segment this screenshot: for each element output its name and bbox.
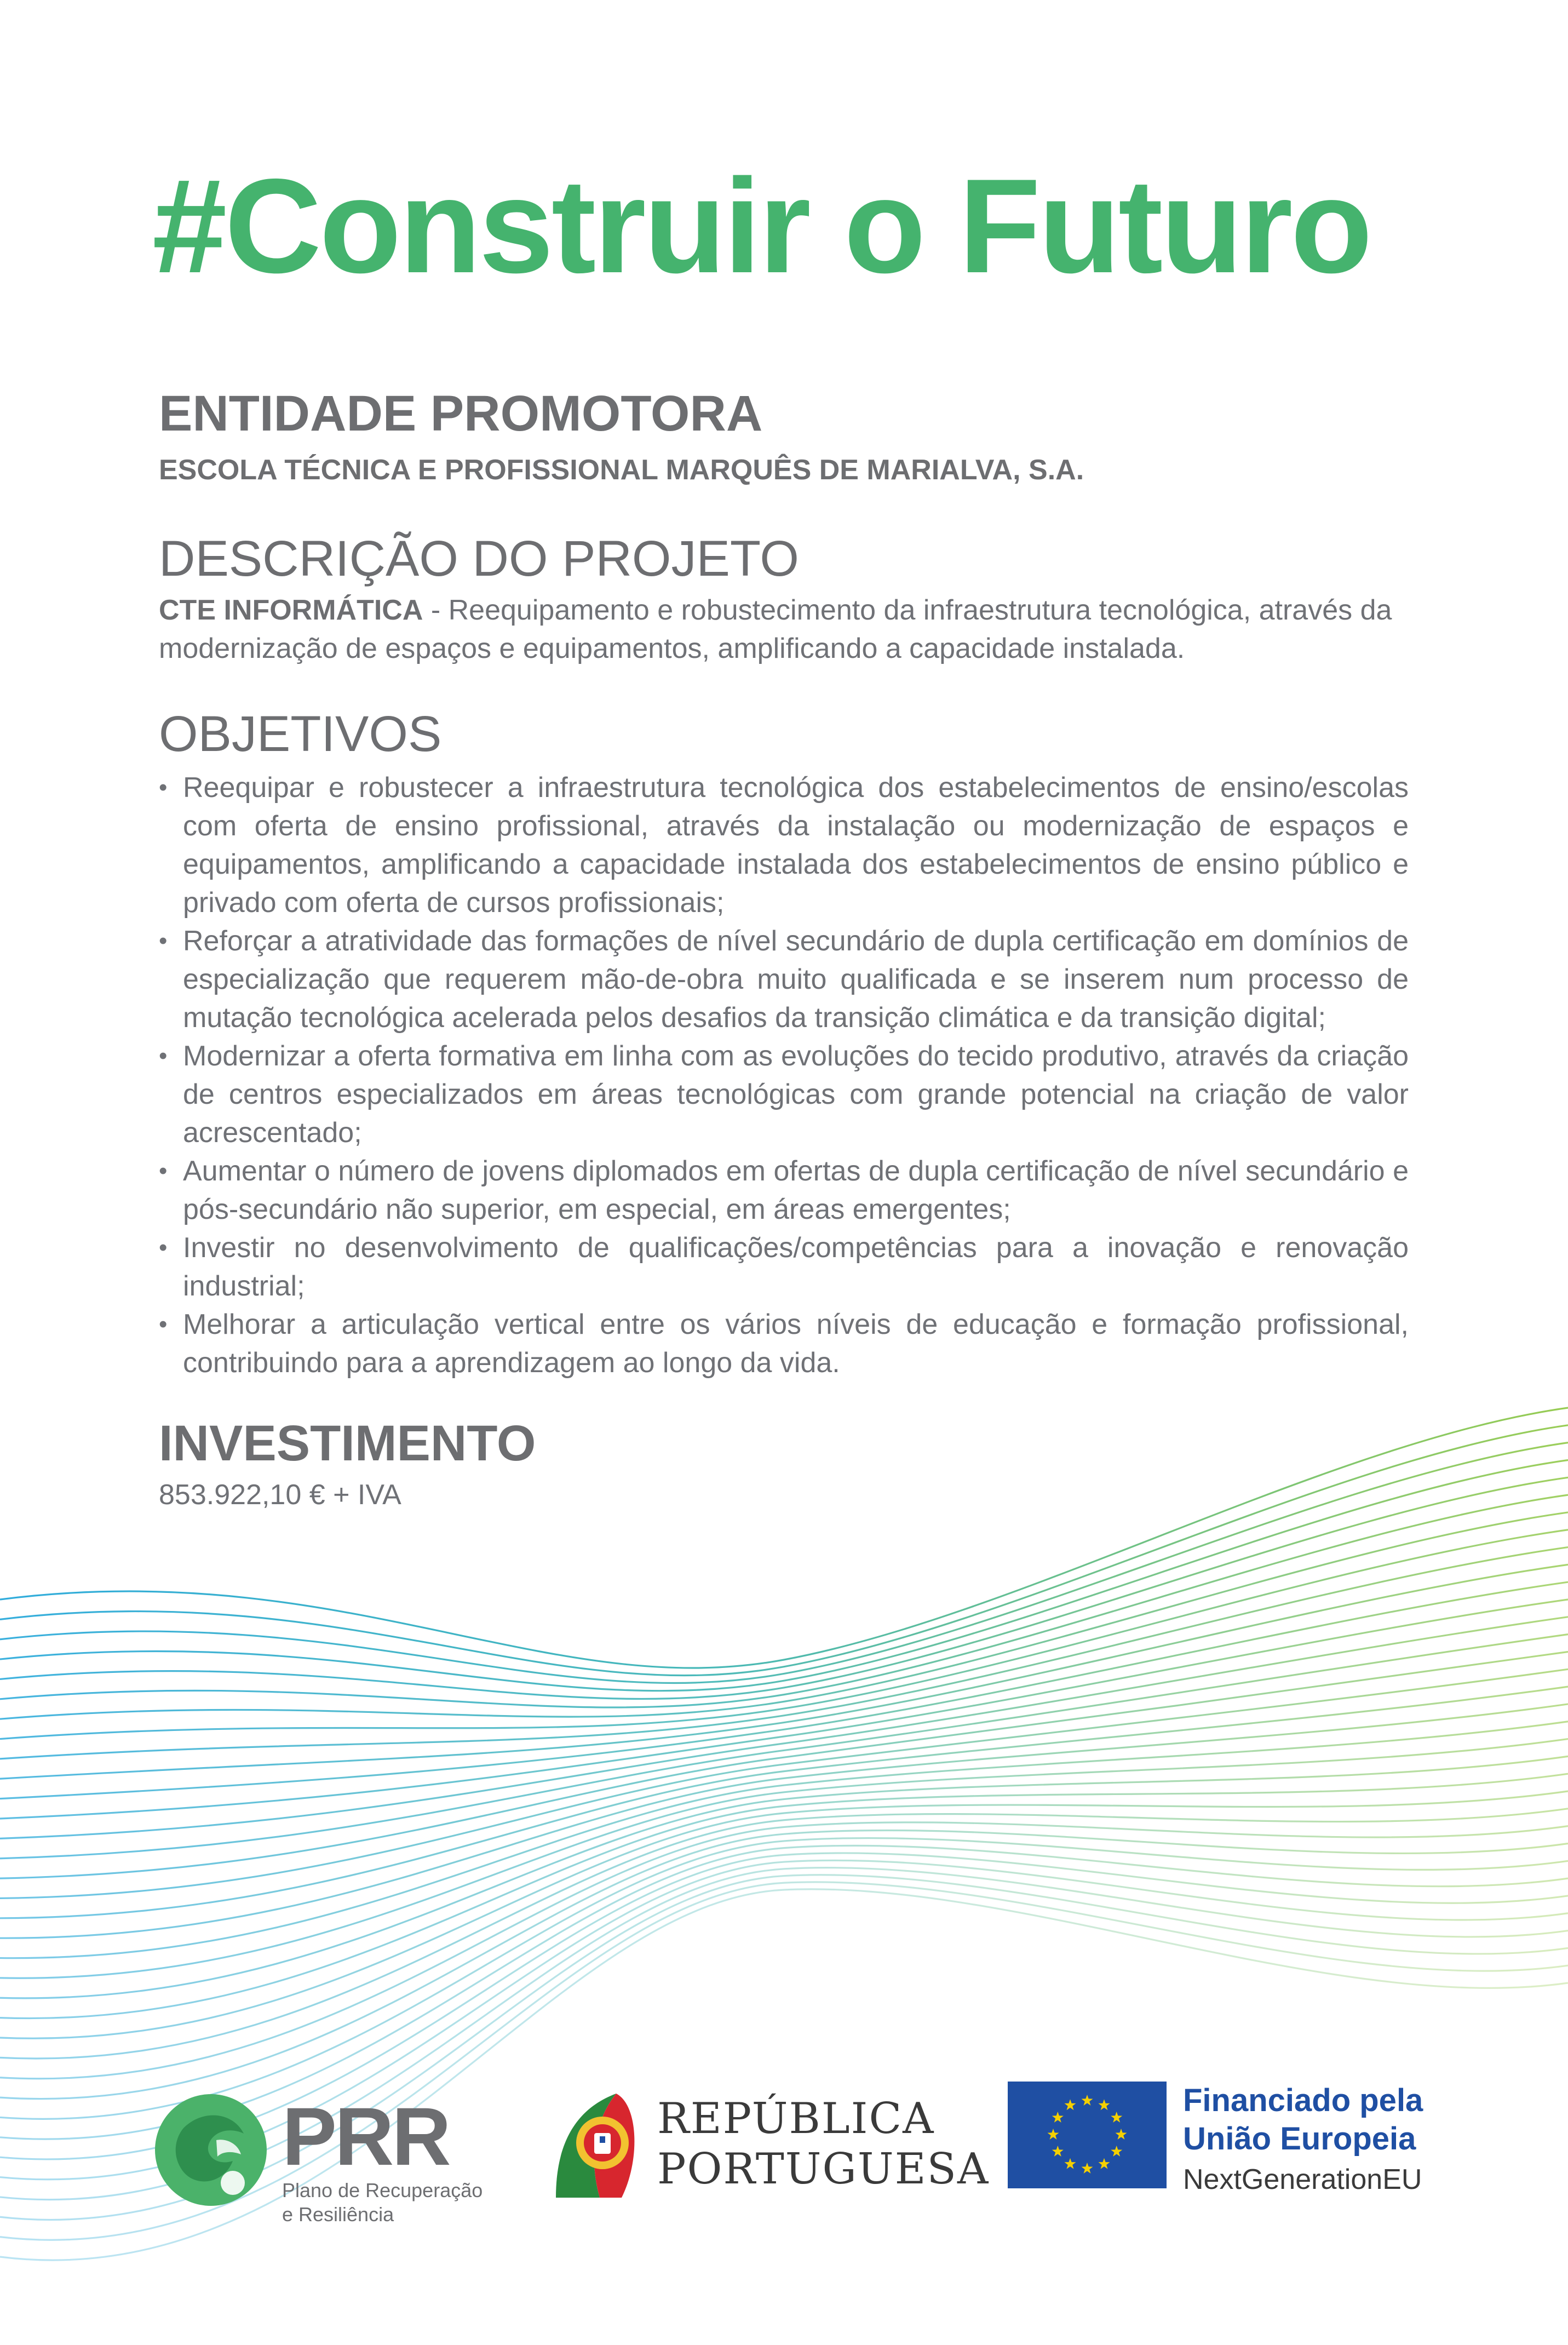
prr-acronym: PRR bbox=[282, 2090, 449, 2182]
wave-line bbox=[0, 1408, 1568, 1668]
objective-item: • Reforçar a atratividade das formações de nível secundário de dupla certificação em domínios de especialização que requerem mão-de-obra muito qualificada e se inserem num processo de mutação tecnológica acelerada pelos desafios da transição climática e da transição digital; bbox=[159, 922, 1409, 1037]
eu-funding-logo bbox=[1008, 2082, 1457, 2197]
portuguese-republic-emblem-icon bbox=[550, 2088, 644, 2203]
wave-line bbox=[0, 1774, 1568, 2018]
promoter-heading: ENTIDADE PROMOTORA bbox=[159, 386, 763, 442]
objectives-section bbox=[159, 707, 1409, 1382]
eu-line3: NextGenerationEU bbox=[1183, 2164, 1422, 2195]
wave-line bbox=[0, 1495, 1568, 1707]
objective-item: • Melhorar a articulação vertical entre os vários níveis de educação e formação profissional, contribuindo para a aprendizagem ao longo da vida. bbox=[159, 1305, 1409, 1382]
objectives-heading: OBJETIVOS bbox=[159, 706, 442, 762]
eu-flag-icon bbox=[1008, 2082, 1167, 2188]
wave-line bbox=[0, 1635, 1568, 1859]
page-headline: #Construir o Futuro bbox=[152, 151, 1371, 301]
republic-line2: PORTUGUESA bbox=[657, 2145, 990, 2194]
wave-line bbox=[0, 1809, 1568, 2059]
project-description: - Reequipamento e robustecimento da infraestrutura tecnológica, através da modernização de espaços e equipamentos, amplificando a capacidade instalada. bbox=[159, 594, 1392, 665]
wave-line bbox=[0, 1477, 1568, 1699]
description-text bbox=[159, 591, 1409, 668]
project-name: CTE INFORMÁTICA bbox=[159, 594, 423, 627]
objective-item: • Investir no desenvolvimento de qualificações/competências para a inovação e renovação industrial; bbox=[159, 1229, 1409, 1305]
wave-line bbox=[0, 1791, 1568, 2038]
objective-item: • Aumentar o número de jovens diplomados em ofertas de dupla certificação de nível secundário e pós-secundário não superior, em especial, em áreas emergentes; bbox=[159, 1152, 1409, 1229]
description-section bbox=[159, 531, 1409, 668]
republic-line1: REPÚBLICA bbox=[657, 2094, 935, 2143]
objective-item: • Modernizar a oferta formativa em linha com as evoluções do tecido produtivo, através da criação de centros especializados em áreas tecnológicas com grande potencial na criação de valor acrescentado; bbox=[159, 1037, 1409, 1152]
wave-line bbox=[0, 1830, 1568, 2099]
prr-line1: Plano de Recuperação bbox=[282, 2179, 483, 2201]
investment-value: 853.922,10 € + IVA bbox=[159, 1479, 401, 1511]
investment-heading: INVESTIMENTO bbox=[159, 1415, 536, 1471]
eu-line1: Financiado pela bbox=[1183, 2083, 1423, 2118]
prr-logo bbox=[151, 2090, 534, 2226]
promoter-section bbox=[159, 386, 1409, 486]
prr-emblem-icon bbox=[151, 2090, 271, 2210]
objectives-list bbox=[159, 769, 1409, 1382]
objective-item: • Reequipar e robustecer a infraestrutura tecnológica dos estabelecimentos de ensino/escolas com oferta de ensino profissional, através da instalação ou modernização de espaços e equipamentos, amplificando a capacidade instalada dos estabelecimentos de ensino público e privado com oferta de cursos profissionais; bbox=[159, 769, 1409, 922]
description-heading: DESCRIÇÃO DO PROJETO bbox=[159, 531, 799, 587]
eu-line2: União Europeia bbox=[1183, 2121, 1416, 2157]
wave-line bbox=[0, 1739, 1568, 1979]
promoter-name: ESCOLA TÉCNICA E PROFISSIONAL MARQUÊS DE MARIALVA, S.A. bbox=[159, 454, 1084, 486]
republica-portuguesa-logo bbox=[550, 2088, 990, 2203]
wave-line bbox=[0, 1460, 1568, 1690]
wave-line bbox=[0, 1669, 1568, 1898]
prr-line2: e Resiliência bbox=[282, 2203, 394, 2226]
